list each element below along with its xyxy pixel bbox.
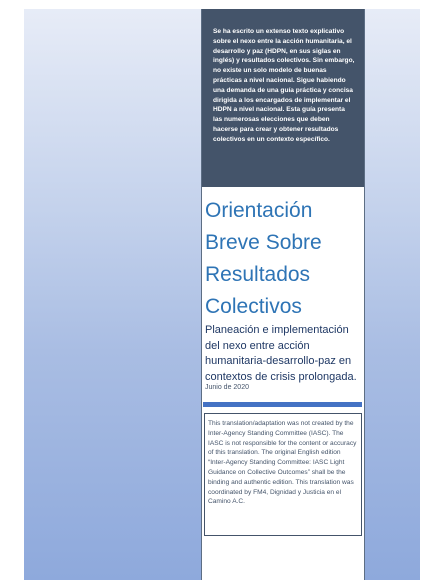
intro-text: Se ha escrito un extenso texto explicativo sobre el nexo entre la acción humanitaria, el desarrollo y paz (HDPN, en sus siglas en inglés) y resultados colectivos. Sin embargo, no existe un solo modelo de buenas prácticas a nivel nacional. Sigue habiendo una demanda de una guía práctica y concisa dirigida a los encargados de implementar el HDPN a nivel nacional. Esta guía presenta las numerosas elecciones que deben hacerse para crear y obtener resultados colectivos en un contexto específico. — [213, 28, 355, 143]
cover-panel — [201, 9, 365, 580]
document-subtitle: Planeación e implementación del nexo entre acción humanitaria-desarrollo-paz en contextos de crisis prolongada. — [205, 324, 357, 383]
publication-date: Junio de 2020 — [205, 384, 249, 391]
document-title: Orientación Breve Sobre Resultados Colectivos — [205, 199, 322, 318]
translation-disclaimer — [204, 413, 362, 536]
accent-bar — [203, 402, 362, 407]
intro-box — [202, 9, 364, 187]
disclaimer-text: This translation/adaptation was not created by the Inter-Agency Standing Committee (IASC). The IASC is not responsible for the content or accuracy of this translation. The original English edition “Inter-Agency Standing Committee: IASC Light Guidance on Collective Outcomes” shall be the binding and authentic edition. This translation was coordinated by FM4, Dignidad y Justicia en el Camino A.C. — [208, 420, 357, 506]
